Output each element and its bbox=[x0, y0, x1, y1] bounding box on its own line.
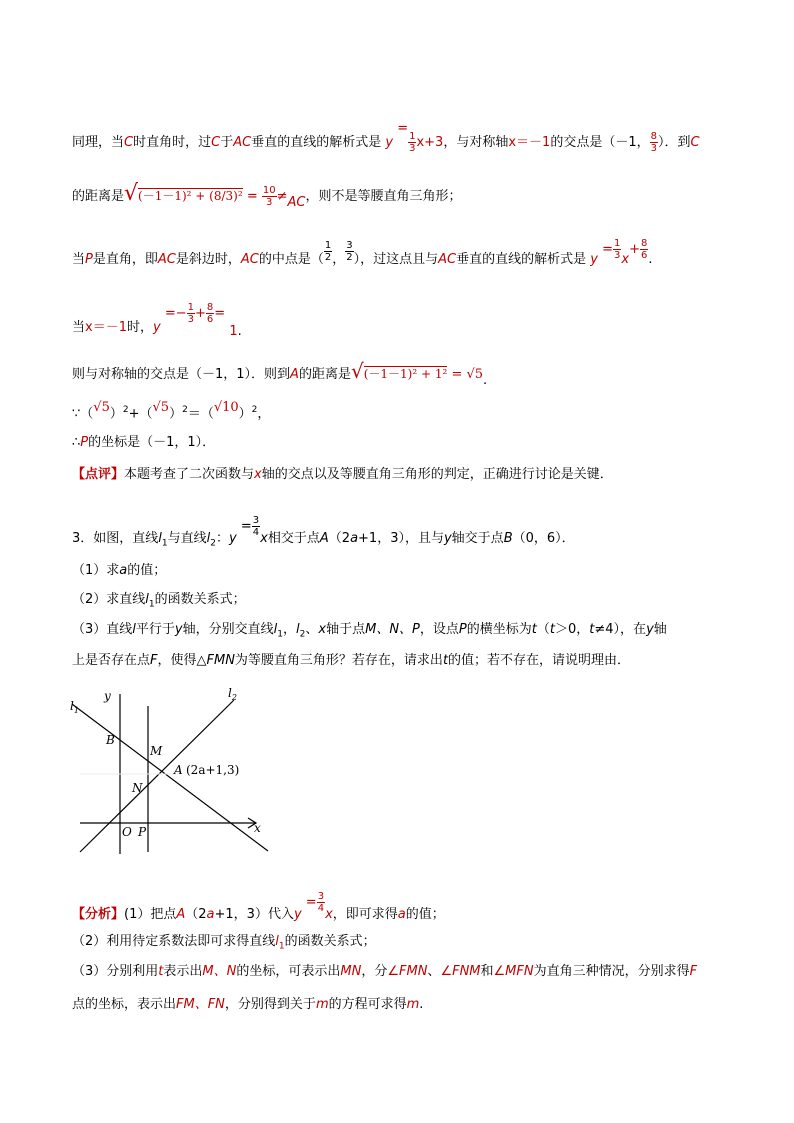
text: ＝（ bbox=[187, 406, 214, 422]
question-3-part-3-cont bbox=[72, 652, 630, 670]
equals: = bbox=[214, 306, 226, 321]
text: +1，3），且与 bbox=[358, 531, 444, 546]
text: 当 bbox=[72, 252, 86, 267]
fraction-1-3 bbox=[187, 302, 195, 325]
text: +1，3）代入 bbox=[214, 907, 294, 922]
var-a: a bbox=[119, 563, 128, 578]
expr: x+3 bbox=[416, 135, 444, 150]
segment-ac: AC bbox=[438, 252, 457, 267]
fraction-10-3 bbox=[262, 185, 277, 208]
var-x: x bbox=[318, 622, 327, 637]
sqrt-10: √10 bbox=[213, 400, 239, 416]
label-o: O bbox=[122, 825, 132, 839]
point-a: A bbox=[290, 367, 299, 382]
text: 的距离是 bbox=[72, 189, 125, 204]
var-y: y bbox=[153, 320, 161, 335]
line-l: l bbox=[158, 531, 162, 546]
coordinate-figure bbox=[68, 684, 278, 859]
exp: 2 bbox=[122, 405, 129, 415]
line-l1 bbox=[72, 704, 268, 851]
denominator: 3 bbox=[266, 197, 273, 208]
rhs bbox=[164, 302, 226, 325]
text: 点的坐标，表示出 bbox=[72, 997, 177, 1012]
var-t: t bbox=[442, 653, 449, 668]
denominator: 3 bbox=[187, 314, 195, 325]
segment-ac: AC bbox=[233, 135, 252, 150]
neq: ≠ bbox=[276, 189, 288, 204]
var-t: t bbox=[531, 622, 537, 637]
text: 轴的交点以及等腰直角三角形的判定，正确进行讨论是关键． bbox=[261, 467, 613, 482]
text: 的交点是（－1， bbox=[550, 135, 650, 150]
text: 是斜边时， bbox=[175, 252, 241, 267]
analysis-tag: 【分析】 bbox=[72, 907, 125, 922]
comment-tag: 【点评】 bbox=[72, 467, 125, 482]
text: ，分别得到关于 bbox=[224, 997, 316, 1012]
var-t: t bbox=[158, 964, 164, 979]
text: 的坐标，可表示出 bbox=[236, 964, 341, 979]
analysis-line-1 bbox=[72, 891, 445, 926]
period: . bbox=[419, 997, 424, 1012]
text: 本题考查了二次函数与 bbox=[124, 467, 255, 482]
text: 轴交于点 bbox=[451, 531, 504, 546]
line-l: l bbox=[273, 622, 278, 637]
fraction-1-2 bbox=[324, 240, 332, 263]
x-eq: x＝－1 bbox=[85, 320, 127, 335]
text: 的函数关系式； bbox=[154, 592, 246, 607]
var-m: m bbox=[315, 997, 329, 1012]
sub: 1 bbox=[277, 629, 283, 640]
point-p: P bbox=[458, 622, 467, 637]
triangle-fmn: FMN bbox=[206, 653, 235, 668]
sqrt-5: = √5 bbox=[451, 367, 484, 382]
var-m: m bbox=[406, 997, 420, 1012]
equals: = bbox=[240, 519, 252, 534]
line-l: l bbox=[275, 934, 279, 949]
text: ，设点 bbox=[419, 622, 459, 637]
label-l1: $l_1$ bbox=[70, 699, 79, 715]
sqrt-5: √5 bbox=[93, 400, 110, 416]
rhs bbox=[240, 515, 260, 538]
line-l: l bbox=[206, 531, 211, 546]
var-y: y bbox=[293, 907, 302, 922]
point-c: C bbox=[124, 135, 134, 150]
denominator: 4 bbox=[252, 527, 260, 538]
angle: ∠FNM bbox=[440, 964, 481, 979]
denominator: 3 bbox=[614, 250, 621, 261]
fraction-3-4 bbox=[317, 891, 325, 914]
segment-ac: AC bbox=[287, 195, 306, 210]
text: ，即可求得 bbox=[332, 907, 398, 922]
value: 1 bbox=[229, 324, 238, 339]
text: （1）求 bbox=[72, 563, 120, 578]
point-p: P bbox=[80, 435, 89, 450]
label-a-coord: (2a+1,3) bbox=[186, 763, 240, 777]
line-l: l bbox=[145, 592, 149, 607]
denominator: 2 bbox=[346, 252, 353, 263]
text: （2）求直线 bbox=[72, 592, 146, 607]
numerator: 1 bbox=[614, 238, 621, 249]
line-l: l bbox=[132, 622, 136, 637]
text: （0，6）． bbox=[512, 531, 575, 546]
sqrt-body: (－1－1)² + 1² bbox=[363, 367, 448, 381]
text: 是直角，即 bbox=[92, 252, 158, 267]
text: 的距离是 bbox=[298, 367, 351, 382]
question-3-part-3 bbox=[72, 621, 667, 644]
label-n: N bbox=[132, 781, 143, 795]
text: ，则不是等腰直角三角形； bbox=[305, 189, 462, 204]
solution-line-1 bbox=[72, 121, 700, 154]
period: . bbox=[237, 324, 242, 339]
denominator: 4 bbox=[317, 903, 325, 914]
text: ，与对称轴 bbox=[443, 135, 509, 150]
solution-line-2 bbox=[72, 181, 462, 210]
solution-line-5 bbox=[72, 359, 488, 388]
var-y: y bbox=[385, 135, 394, 150]
text: +（ bbox=[128, 406, 153, 422]
var-x: x bbox=[621, 252, 630, 267]
text: 垂直的直线的解析式是 bbox=[251, 135, 382, 150]
point-b: B bbox=[503, 531, 513, 546]
var-x: x bbox=[254, 467, 262, 482]
label-p: P bbox=[138, 825, 147, 839]
text: ＞0， bbox=[555, 622, 590, 637]
numerator: 1 bbox=[409, 131, 416, 142]
period: . bbox=[648, 252, 653, 267]
text: 则与对称轴的交点是（－1，1）．则到 bbox=[72, 367, 291, 382]
text: (1）把点 bbox=[124, 907, 177, 922]
text: 时， bbox=[126, 320, 153, 335]
numerator: 1 bbox=[324, 240, 332, 251]
sub: 2 bbox=[299, 629, 306, 640]
denominator: 3 bbox=[409, 143, 416, 154]
sub: 1 bbox=[278, 941, 285, 952]
solution-line-3 bbox=[72, 238, 653, 271]
text: 轴于点 bbox=[326, 622, 366, 637]
sub: 2 bbox=[210, 538, 217, 549]
text: 当 bbox=[72, 320, 86, 335]
text: ）．到 bbox=[657, 135, 691, 150]
denominator: 2 bbox=[324, 252, 332, 263]
text: 的值； bbox=[127, 563, 167, 578]
var-y: y bbox=[229, 531, 237, 546]
text: ），过这点且与 bbox=[353, 252, 439, 267]
label-m: M bbox=[150, 744, 163, 758]
text: 上是否存在点 bbox=[72, 653, 151, 668]
numerator: 3 bbox=[317, 891, 325, 902]
var-y: y bbox=[590, 252, 598, 267]
numerator: 3 bbox=[346, 240, 353, 251]
text: （3）分别利用 bbox=[72, 964, 159, 979]
denominator: 3 bbox=[650, 143, 657, 154]
point-p: P bbox=[85, 252, 93, 267]
text: ≠4），在 bbox=[594, 622, 647, 637]
rhs bbox=[305, 891, 325, 914]
text: 、 bbox=[305, 622, 319, 637]
text: ） bbox=[238, 406, 252, 422]
solution-line-6 bbox=[72, 401, 270, 423]
point-a: A bbox=[319, 531, 329, 546]
analysis-line-3 bbox=[72, 963, 697, 981]
sqrt-5: √5 bbox=[152, 400, 170, 416]
rhs bbox=[602, 238, 648, 267]
equals: = bbox=[305, 895, 317, 910]
text: 的方程可求得 bbox=[328, 997, 407, 1012]
text: （2 bbox=[328, 531, 351, 546]
text: 、 bbox=[427, 964, 441, 979]
text: ） bbox=[169, 406, 183, 422]
text: ， bbox=[257, 406, 271, 422]
text: 与直线 bbox=[167, 531, 207, 546]
label-b: B bbox=[106, 733, 115, 747]
text: 轴 bbox=[653, 622, 667, 637]
denominator: 6 bbox=[206, 314, 214, 325]
text: 于 bbox=[220, 135, 234, 150]
fraction-3-2 bbox=[345, 240, 353, 263]
text: 和 bbox=[480, 964, 494, 979]
sqrt-body: (－1－1)² + (8/3)² bbox=[138, 189, 243, 203]
denominator: 6 bbox=[641, 250, 648, 261]
point-c: C bbox=[690, 135, 700, 150]
sqrt-sign: √ bbox=[124, 181, 139, 206]
comment-line bbox=[72, 466, 613, 484]
exp: 2 bbox=[182, 405, 188, 415]
fraction-8-3 bbox=[650, 131, 658, 154]
text: ，使得△ bbox=[157, 653, 207, 668]
solution-line-4 bbox=[72, 302, 242, 339]
line-l: l bbox=[296, 622, 300, 637]
sub: 1 bbox=[148, 599, 155, 610]
equals: = bbox=[246, 189, 258, 204]
text: 的值；若不存在，请说明理由． bbox=[448, 653, 631, 668]
text: （2）利用待定系数法即可求得直线 bbox=[72, 934, 276, 949]
question-3-part-1 bbox=[72, 562, 166, 580]
equals: = bbox=[397, 121, 409, 136]
numerator: 8 bbox=[206, 302, 214, 313]
label-y: y bbox=[104, 689, 111, 703]
var-y: y bbox=[443, 531, 452, 546]
question-3-part-2 bbox=[72, 591, 246, 614]
text: （3）直线 bbox=[72, 622, 133, 637]
point-f: F bbox=[689, 964, 698, 979]
text: 同理，当 bbox=[72, 135, 125, 150]
text: （ bbox=[536, 622, 550, 637]
fraction-8-6 bbox=[640, 238, 648, 261]
text: ， bbox=[283, 622, 297, 637]
point-f: F bbox=[150, 653, 158, 668]
var-a: a bbox=[397, 907, 406, 922]
var-a: a bbox=[206, 907, 215, 922]
plus: + bbox=[629, 242, 641, 257]
text: 的值； bbox=[405, 907, 445, 922]
numerator: 8 bbox=[641, 238, 648, 249]
label-l2: $l_2$ bbox=[228, 686, 237, 702]
angle: ∠MFN bbox=[493, 964, 534, 979]
sub: 1 bbox=[161, 538, 168, 549]
text: 时直角时，过 bbox=[133, 135, 212, 150]
text: 垂直的直线的解析式是 bbox=[456, 252, 587, 267]
points: M、N、P bbox=[365, 622, 420, 637]
points: M、N bbox=[202, 964, 237, 979]
var-a: a bbox=[350, 531, 359, 546]
var-x: x bbox=[260, 531, 268, 546]
point-a: A bbox=[176, 907, 186, 922]
numerator: 10 bbox=[262, 185, 276, 196]
label-a: A bbox=[174, 763, 183, 777]
text: 的函数关系式； bbox=[284, 934, 376, 949]
exp: 2 bbox=[251, 405, 258, 415]
text: 表示出 bbox=[163, 964, 203, 979]
var-y: y bbox=[646, 622, 654, 637]
text: ∵（ bbox=[72, 406, 94, 422]
question-3-stem bbox=[72, 515, 575, 553]
label-x: x bbox=[254, 821, 261, 835]
sqrt-sign: √ bbox=[350, 359, 364, 383]
minus: =− bbox=[164, 306, 187, 321]
segments: FM、FN bbox=[176, 997, 225, 1012]
text: ，分 bbox=[361, 964, 388, 979]
solution-line-7 bbox=[72, 434, 215, 452]
var-y: y bbox=[174, 622, 183, 637]
text: （2 bbox=[185, 907, 207, 922]
equals: = bbox=[602, 242, 614, 257]
text: 的坐标是（－1，1）． bbox=[88, 435, 216, 450]
text: ） bbox=[109, 406, 123, 422]
fraction-3-4 bbox=[252, 515, 260, 538]
text: 的中点是（ bbox=[258, 252, 324, 267]
analysis-line-2 bbox=[72, 933, 376, 956]
text: 平行于 bbox=[135, 622, 175, 637]
period: . bbox=[483, 373, 488, 388]
segment-ac: AC bbox=[157, 252, 176, 267]
var-x: x bbox=[325, 907, 333, 922]
segment-mn: MN bbox=[340, 964, 362, 979]
plus: + bbox=[195, 306, 206, 321]
numerator: 8 bbox=[650, 131, 657, 142]
segment-ac: AC bbox=[240, 252, 259, 267]
therefore: ∴ bbox=[72, 435, 81, 450]
text: 3．如图，直线 bbox=[72, 531, 159, 546]
text: 的横坐标为 bbox=[466, 622, 532, 637]
numerator: 3 bbox=[252, 515, 260, 526]
text: ： bbox=[216, 531, 230, 546]
text: 为直角三种情况，分别求得 bbox=[533, 964, 690, 979]
var-t: t bbox=[549, 622, 555, 637]
var-t: t bbox=[589, 622, 595, 637]
text: 相交于点 bbox=[267, 531, 320, 546]
comma: ， bbox=[332, 252, 346, 267]
numerator: 1 bbox=[187, 302, 195, 313]
axis-eq: x＝－1 bbox=[508, 135, 551, 150]
point-c: C bbox=[211, 135, 221, 150]
text: 轴，分别交直线 bbox=[182, 622, 274, 637]
analysis-line-4 bbox=[72, 996, 423, 1014]
angle: ∠FMN bbox=[387, 964, 428, 979]
text: 为等腰直角三角形？若存在，请求出 bbox=[234, 653, 443, 668]
